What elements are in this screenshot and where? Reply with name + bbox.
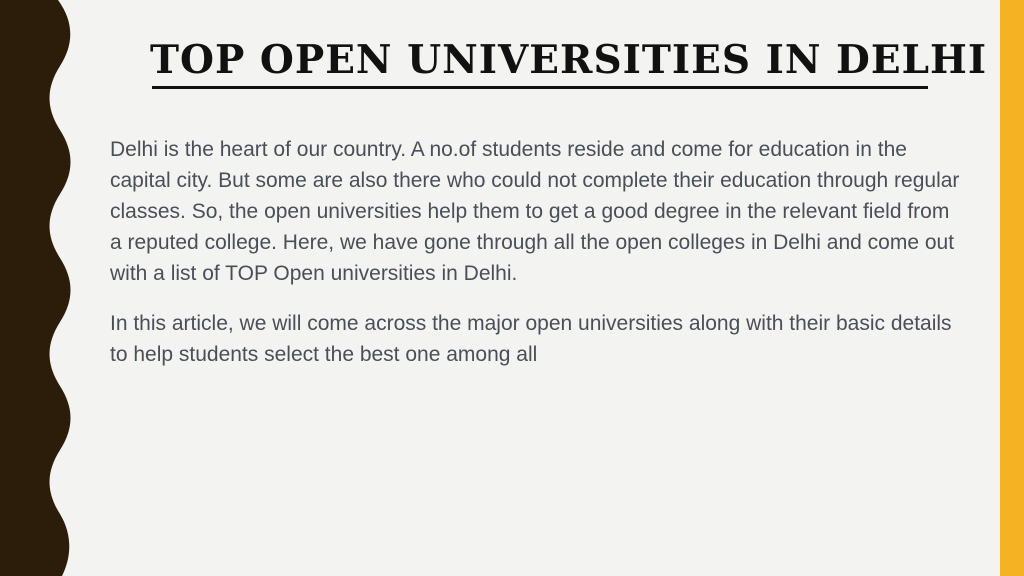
left-wavy-band	[0, 0, 80, 576]
intro-paragraph: Delhi is the heart of our country. A no.of students reside and come for education in the capital city. But some are also there who could not complete their education through regular classes. So, the open universities help them to get a good degree in the relevant field from a reputed college. Here, we have gone through all the open colleges in Delhi and come out with a list of TOP Open universities in Delhi.	[110, 138, 960, 285]
right-accent-stripe	[1000, 0, 1024, 576]
slide-body	[110, 134, 960, 389]
article-paragraph: In this article, we will come across the major open universities along with their basic details to help students select the best one among all	[110, 312, 952, 366]
title-underline	[152, 86, 928, 89]
slide-title: TOP OPEN UNIVERSITIES IN DELHI	[150, 37, 988, 83]
